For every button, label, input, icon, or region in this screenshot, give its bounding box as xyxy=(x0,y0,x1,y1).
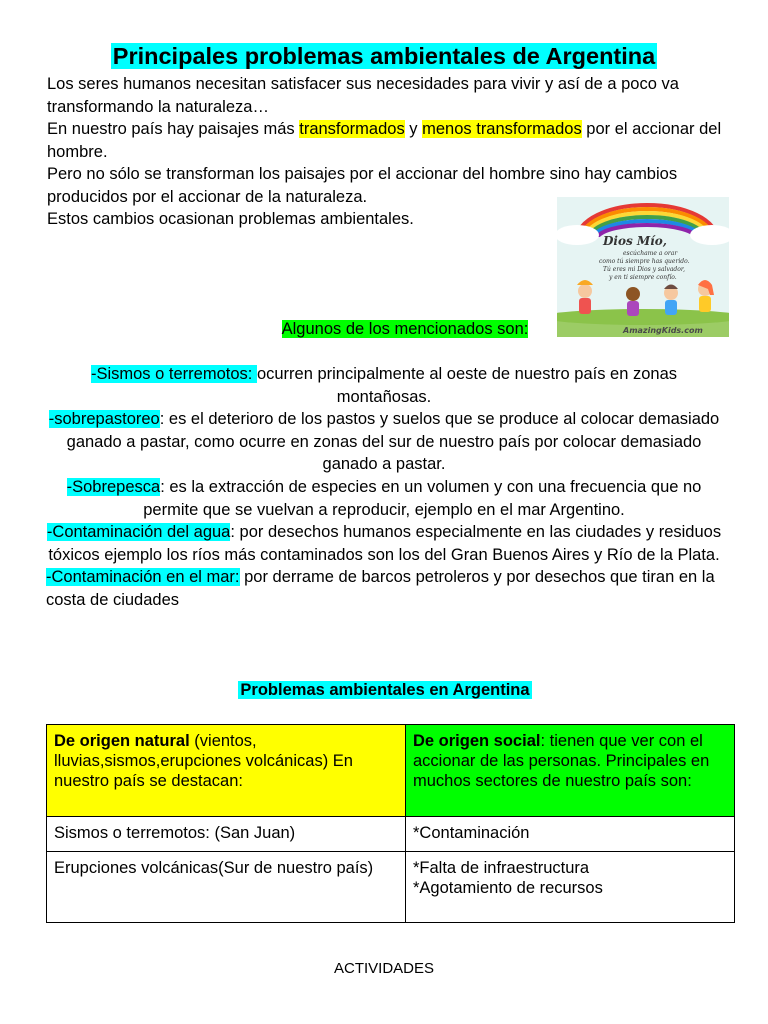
page-title: Principales problemas ambientales de Argentina xyxy=(112,43,656,69)
list-item-text: : es el deterioro de los pastos y suelos que se produce al colocar demasiado ganado a pastar, como ocurre en zonas del sur de nuestro país por colocar demasiado ganado a pastar. xyxy=(66,410,720,474)
svg-text:AmazingKids.com: AmazingKids.com xyxy=(623,326,703,335)
problems-table xyxy=(46,724,735,923)
intro-paragraph-3: Pero no sólo se transforman los paisajes por el accionar del hombre sino hay cambios producidos por el accionar de la naturaleza. xyxy=(47,165,678,206)
table-cell xyxy=(406,852,735,923)
list-item-text: ocurren principalmente al oeste de nuestro país en zonas montañosas. xyxy=(256,365,678,406)
mentioned-label: Algunos de los mencionados son: xyxy=(281,320,529,338)
list-item-text: : es la extracción de especies en un volumen y con una frecuencia que no permite que se vuelvan a reproducir, ejemplo en el mar Argentino. xyxy=(143,477,702,519)
activities-heading: ACTIVIDADES xyxy=(333,960,435,977)
table-cell: Sismos o terremotos: (San Juan) xyxy=(47,817,406,852)
list-item-text: por derrame de barcos petroleros y por desechos que tiran en la costa de ciudades xyxy=(46,568,715,609)
table-heading-wrap xyxy=(0,679,768,701)
intro-p2-start: En nuestro país hay paisajes más xyxy=(47,120,300,138)
highlight-menos-transformados: menos transformados xyxy=(422,120,582,138)
list-item-contaminacion-agua xyxy=(46,521,722,566)
intro-paragraph-1: Los seres humanos necesitan satisfacer sus necesidades para vivir y así de a poco va transformando la naturaleza… xyxy=(47,75,679,116)
social-origin-text: : tienen que ver con el accionar de las personas. Principales en muchos sectores de nuestro país son: xyxy=(413,732,710,790)
svg-text:escúchame a orar: escúchame a orar xyxy=(623,250,678,257)
list-item-sobrepesca xyxy=(46,476,722,521)
svg-text:como tú siempre has querido.: como tú siempre has querido. xyxy=(599,258,690,265)
list-item-text: : por desechos humanos especialmente en las ciudades y residuos tóxicos ejemplo los ríos más contaminados son los del Gran Buenos Aires y Río de la Plata. xyxy=(48,523,722,564)
social-origin-title: De origen social xyxy=(413,732,541,750)
list-item-contaminacion-mar xyxy=(46,566,722,611)
list-item-label: -sobrepastoreo xyxy=(48,410,160,429)
list-item-label: -Contaminación en el mar: xyxy=(46,568,240,587)
list-item-sismos xyxy=(46,363,722,408)
table-row xyxy=(47,852,735,923)
table-row xyxy=(47,725,735,817)
table-cell-line: *Agotamiento de recursos xyxy=(413,879,603,897)
intro-paragraph-4: Estos cambios ocasionan problemas ambientales. xyxy=(47,210,414,228)
natural-origin-title: De origen natural xyxy=(54,732,190,750)
highlight-transformados: transformados xyxy=(299,120,405,138)
problems-list xyxy=(46,363,722,612)
natural-origin-text: (vientos, lluvias,sismos,erupciones volcánicas) En nuestro país se destacan: xyxy=(54,732,353,790)
intro-p2-mid: y xyxy=(404,120,423,138)
svg-text:Dios Mío,: Dios Mío, xyxy=(603,234,667,248)
intro-p2-end: por el accionar del hombre. xyxy=(47,120,722,161)
list-item-sobrepastoreo xyxy=(46,408,722,476)
list-item-label: -Sismos o terremotos: xyxy=(90,365,257,383)
list-item-label: -Contaminación del agua xyxy=(46,523,231,542)
table-cell: Erupciones volcánicas(Sur de nuestro país) xyxy=(47,852,406,923)
mentioned-heading xyxy=(0,318,768,340)
table-heading: Problemas ambientales en Argentina xyxy=(240,681,530,699)
table-cell-line: *Falta de infraestructura xyxy=(413,859,590,877)
children-rainbow-image xyxy=(557,197,729,337)
page-title-wrap xyxy=(0,41,768,71)
table-cell: *Contaminación xyxy=(406,817,735,852)
natural-origin-cell xyxy=(47,725,406,817)
intro-paragraph-2 xyxy=(47,118,737,163)
table-row xyxy=(47,817,735,852)
list-item-label: -Sobrepesca xyxy=(66,477,161,496)
social-origin-cell xyxy=(406,725,735,817)
svg-text:Tú eres mi Dios y salvador,: Tú eres mi Dios y salvador, xyxy=(603,266,685,273)
svg-text:y en ti siempre confío.: y en ti siempre confío. xyxy=(609,274,677,281)
